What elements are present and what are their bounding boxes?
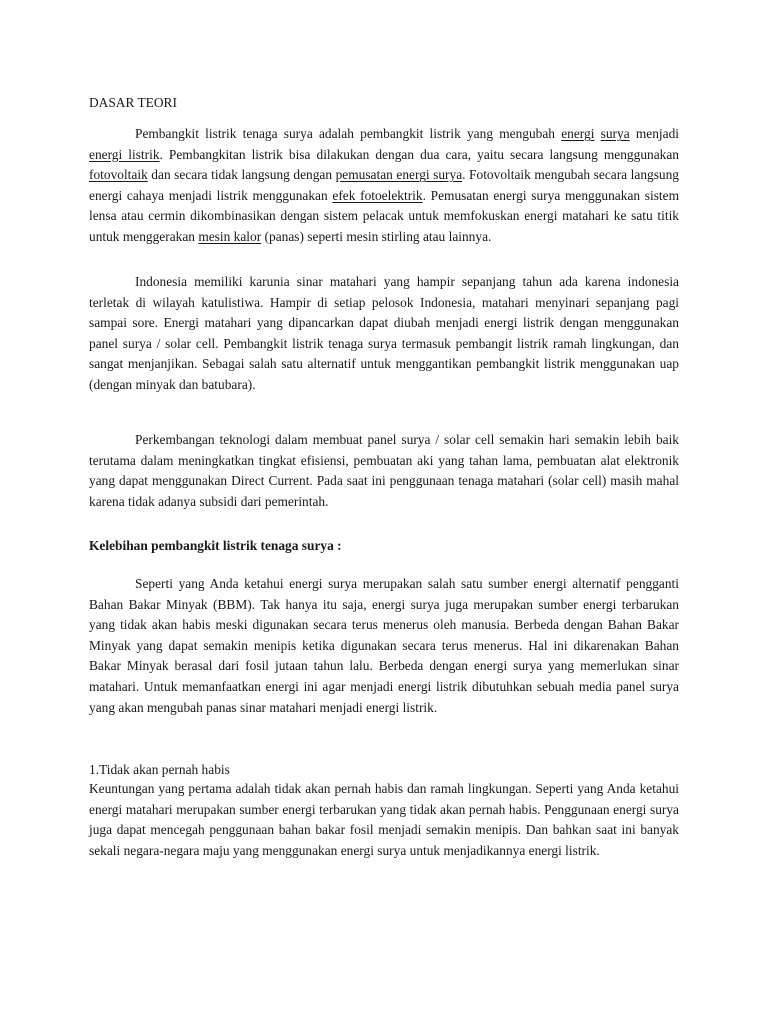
section-heading: Kelebihan pembangkit listrik tenaga surya :	[89, 538, 342, 553]
text-run: . Fotovoltaik mengubah secara langsung energi cahaya menjadi listrik menggunakan	[89, 167, 680, 203]
page-title: DASAR TEORI	[89, 95, 177, 110]
text-run: menjadi	[629, 126, 679, 141]
text-run: (panas) seperti mesin stirling atau lainnya.	[261, 228, 492, 244]
underlined-term[interactable]: energi	[561, 126, 595, 141]
paragraph-technology: Perkembangan teknologi dalam membuat panel surya / solar cell semakin hari semakin lebih baik terutama dalam meningkatkan tingkat efisiensi, pembuatan aki yang tahan lama, pembuatan alat elektronik yang dapat menggunakan Direct Current. Pada saat ini penggunaan tenaga matahari (solar cell) masih mahal karena tidak adanya subsidi dari pemerintah.	[89, 432, 679, 509]
text-run: . Pemusatan energi surya menggunakan sistem lensa atau cermin dikombinasikan dengan sistem pelacak untuk memfokuskan energi matahari ke satu titik untuk menggerakan	[89, 187, 680, 244]
underlined-term[interactable]: fotovoltaik	[89, 167, 148, 183]
underlined-term[interactable]: pemusatan energi surya	[335, 167, 463, 183]
text-run: . Pembangkitan listrik bisa dilakukan dengan dua cara, yaitu secara langsung menggunakan	[159, 146, 679, 162]
text-run: dan secara tidak langsung dengan	[147, 167, 336, 183]
list-item-title: 1.Tidak akan pernah habis	[89, 762, 230, 777]
list-item-body: Keuntungan yang pertama adalah tidak akan pernah habis dan ramah lingkungan. Seperti yang Anda ketahui energi matahari merupakan sumber energi terbarukan yang tidak akan pernah habis. Penggunaan energi surya juga dapat mencegah penggunaan bahan bakar fosil menjadi semakin menipis. Dan bahkan saat ini banyak sekali negara-negara maju yang menggunakan energi surya untuk menjadikannya energi listrik.	[89, 781, 679, 858]
underlined-term[interactable]: mesin kalor	[198, 228, 262, 244]
paragraph-definition	[89, 124, 679, 248]
underlined-term[interactable]: efek fotoelektrik	[332, 187, 423, 203]
underlined-term[interactable]: energi listrik	[89, 146, 160, 162]
underlined-term[interactable]: surya	[600, 126, 630, 141]
paragraph-advantages: Seperti yang Anda ketahui energi surya merupakan salah satu sumber energi alternatif pengganti Bahan Bakar Minyak (BBM). Tak hanya itu saja, energi surya juga merupakan sumber energi terbarukan yang tidak akan habis meski digunakan secara terus menerus oleh manusia. Berbeda dengan Bahan Bakar Minyak yang dapat semakin menipis ketika digunakan secara terus menerus. Hal ini dikarenakan Bahan Bakar Minyak berasal dari fosil jutaan tahun lalu. Berbeda dengan energi surya yang memerlukan sinar matahari. Untuk memanfaatkan energi ini agar menjadi energi listrik dibutuhkan sebuah media panel surya yang akan mengubah panas sinar matahari menjadi energi listrik.	[89, 576, 679, 715]
paragraph-indonesia: Indonesia memiliki karunia sinar matahari yang hampir sepanjang tahun ada karena indonesia terletak di wilayah katulistiwa. Hampir di setiap pelosok Indonesia, matahari menyinari sepanjang pagi sampai sore. Energi matahari yang dipancarkan dapat diubah menjadi energi listrik dengan menggunakan panel surya / solar cell. Pembangkit listrik tenaga surya termasuk pembangit listrik ramah lingkungan, dan sangat menjanjikan. Sebagai salah satu alternatif untuk menggantikan pembangkit listrik menggunakan uap (dengan minyak dan batubara).	[89, 274, 679, 392]
text-run: Pembangkit listrik tenaga surya adalah pembangkit listrik yang mengubah	[135, 126, 562, 141]
